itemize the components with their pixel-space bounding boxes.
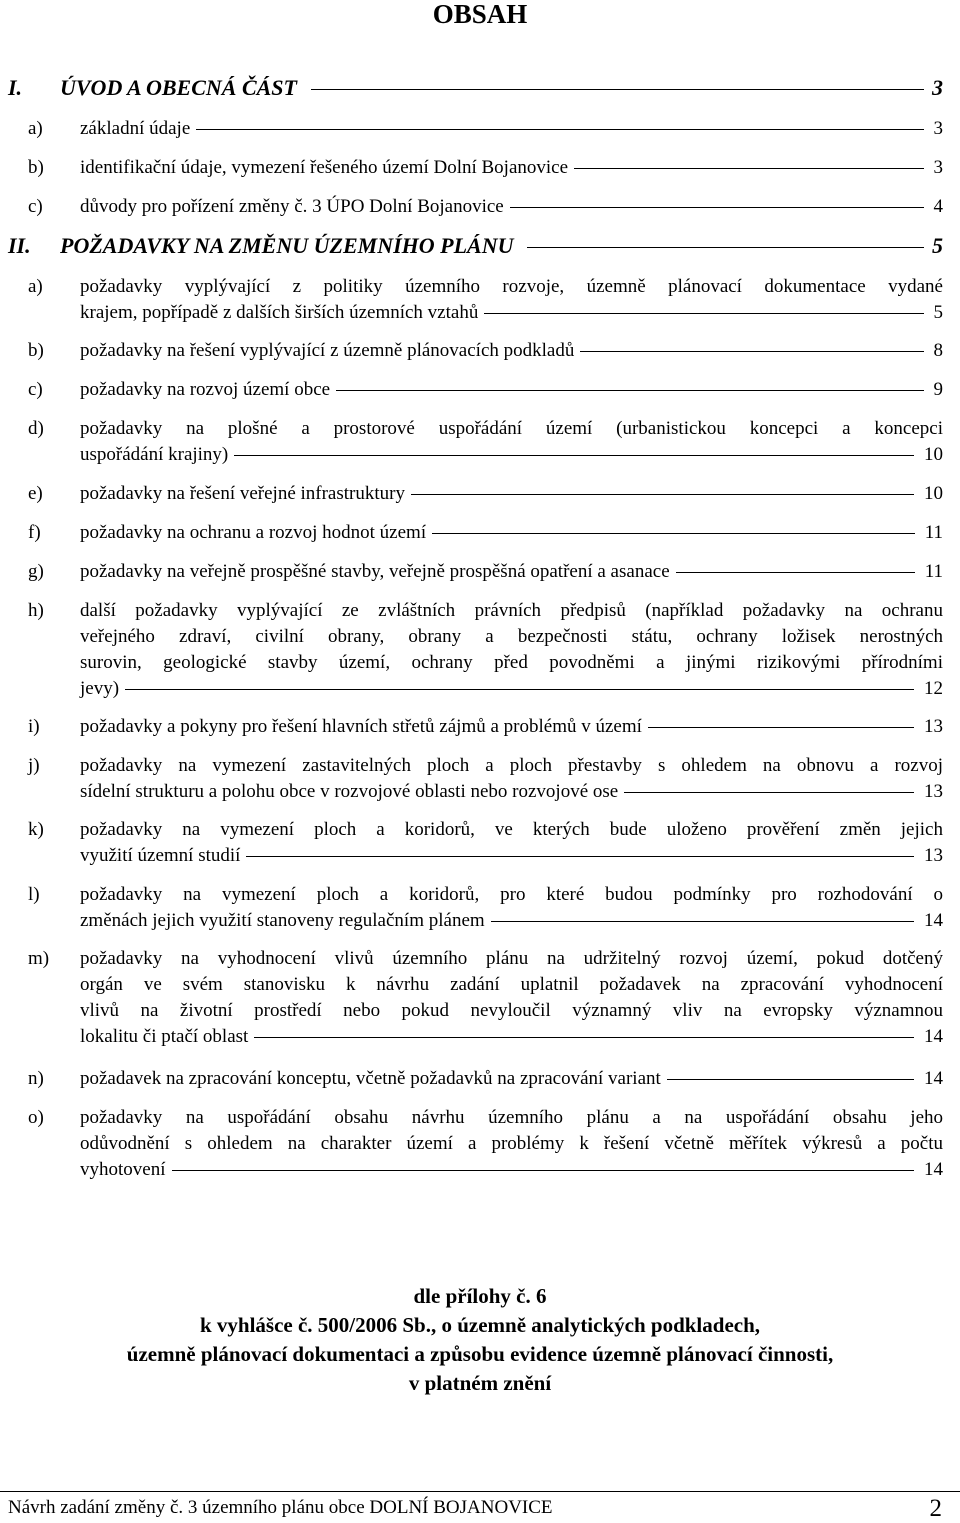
leader-line [648,727,914,728]
entry-text: lokalitu či ptačí oblast [80,1026,249,1047]
page-footer [0,1491,960,1523]
section-title: POŽADAVKY NA ZMĚNU ÚZEMNÍHO PLÁNU [60,233,514,258]
entry-label: c) [28,379,43,400]
leader-line [676,572,915,573]
leader-line [527,247,924,248]
entry-text: jevy) [80,678,120,699]
entry-text: požadavky na ochranu a rozvoj hodnot území [80,522,427,543]
entry-label: n) [28,1068,44,1089]
entry-label: f) [28,522,41,543]
leader-line [196,129,923,130]
entry-text-line: veřejného zdraví, civilní obrany, obrany a bezpečnosti státu, ochrany ložisek nerostných [80,626,943,647]
entry-text-line: vlivů na životní prostředí nebo pokud nevyloučil významný vliv na evropsky významnou [80,1000,943,1021]
entry-page: 14 [924,1026,943,1047]
entry-text: požadavky na rozvoj území obce [80,379,331,400]
entry-text-line: požadavky na vymezení ploch a koridorů, ve kterých bude uloženo prověření změn jejich [80,819,943,840]
entry-page: 13 [924,781,943,802]
leader-line [125,689,914,690]
entry-page: 12 [924,678,943,699]
entry-label: g) [28,561,44,582]
entry-page: 8 [933,340,943,361]
entry-text: základní údaje [80,118,191,139]
entry-label: d) [28,418,44,439]
note-line: k vyhlášce č. 500/2006 Sb., o územně analytických podkladech, [199,1313,761,1337]
section-page: 5 [932,233,943,258]
entry-page: 14 [924,910,943,931]
entry-label: c) [28,196,43,217]
leader-line [432,533,915,534]
entry-label: e) [28,483,43,504]
entry-text: požadavek na zpracování konceptu, včetně požadavků na zpracování variant [80,1068,661,1089]
entry-text: využití územní studií [80,845,241,866]
leader-line [574,168,923,169]
entry-text: uspořádání krajiny) [80,444,229,465]
toc-section[interactable] [8,232,943,260]
note-line: dle přílohy č. 6 [413,1284,547,1308]
section-number: II. [8,233,31,258]
entry-text-line: požadavky na uspořádání obsahu návrhu územního plánu a na uspořádání obsahu jeho [80,1107,943,1128]
entry-page: 4 [933,196,943,217]
leader-line [411,494,914,495]
entry-text: požadavky na řešení vyplývající z územně plánovacích podkladů [80,340,575,361]
entry-label: i) [28,716,40,737]
footer-page-number: 2 [929,1495,942,1522]
entry-text-line: další požadavky vyplývající ze zvláštních právních předpisů (například požadavky na ochranu [80,600,943,621]
section-number: I. [8,75,23,100]
section-title: ÚVOD A OBECNÁ ČÁST [60,75,297,100]
leader-line [667,1079,914,1080]
leader-line [311,89,924,90]
section-page: 3 [932,75,943,100]
leader-line [510,207,924,208]
entry-page: 3 [933,157,943,178]
leader-line [336,390,923,391]
entry-page: 14 [924,1068,943,1089]
leader-line [234,455,914,456]
entry-text-line: orgán ve svém stanovisku k návrhu zadání uplatnil požadavek na zpracování vyhodnocení [80,974,943,995]
entry-page: 13 [924,845,943,866]
entry-label: j) [28,755,40,776]
entry-text: změnách jejich využití stanoveny regulačním plánem [80,910,485,931]
entry-page: 11 [924,522,943,543]
note-line: územně plánovací dokumentaci a způsobu evidence územně plánovací činnosti, [126,1342,834,1366]
leader-line [484,313,923,314]
regulation-note [0,1282,960,1398]
entry-label: b) [28,340,44,361]
entry-label: k) [28,819,44,840]
leader-line [254,1037,914,1038]
entry-text: požadavky na řešení veřejné infrastruktury [80,483,405,504]
entry-label: l) [28,884,40,905]
leader-line [491,921,914,922]
leader-line [580,351,923,352]
entry-page: 3 [933,118,943,139]
entry-label: b) [28,157,44,178]
entry-text: vyhotovení [80,1159,166,1180]
entry-text-line: požadavky na vymezení zastavitelných ploch a ploch přestavby s ohledem na obnovu a rozvoj [80,755,943,776]
entry-label: m) [28,948,50,969]
entry-page: 5 [933,302,943,323]
toc-section[interactable] [8,74,943,102]
entry-text: krajem, popřípadě z dalších širších územních vztahů [80,302,479,323]
entry-text-line: odůvodnění s ohledem na charakter území a problémy k řešení včetně měřítek výkresů a počtu [80,1133,943,1154]
entry-page: 10 [924,444,943,465]
entry-label: h) [28,600,44,621]
entry-label: a) [28,118,43,139]
note-line: v platném znění [408,1371,552,1395]
entry-text-line: surovin, geologické stavby území, ochrany před povodněmi a jinými rizikovými přírodními [80,652,943,673]
entry-page: 10 [924,483,943,504]
entry-text-line: požadavky na vyhodnocení vlivů územního plánu na udržitelný rozvoj území, pokud dotčený [80,948,943,969]
entry-text-line: požadavky na vymezení ploch a koridorů, pro které budou podmínky pro rozhodování o [80,884,943,905]
entry-text: identifikační údaje, vymezení řešeného území Dolní Bojanovice [80,157,569,178]
entry-text: požadavky a pokyny pro řešení hlavních střetů zájmů a problémů v území [80,716,642,737]
entry-label: a) [28,276,43,297]
entry-text: požadavky na veřejně prospěšné stavby, veřejně prospěšná opatření a asanace [80,561,670,582]
entry-text: důvody pro pořízení změny č. 3 ÚPO Dolní Bojanovice [80,196,504,217]
entry-text-line: požadavky na plošné a prostorové uspořádání území (urbanistickou koncepci a koncepci [80,418,943,439]
leader-line [624,792,914,793]
leader-line [246,856,914,857]
page-title: OBSAH [432,0,528,29]
entry-page: 9 [933,379,943,400]
leader-line [172,1170,915,1171]
footer-text: Návrh zadání změny č. 3 územního plánu obce DOLNÍ BOJANOVICE [8,1497,553,1518]
entry-text: sídelní strukturu a polohu obce v rozvojové oblasti nebo rozvojové ose [80,781,619,802]
entry-text-line: požadavky vyplývající z politiky územního rozvoje, územně plánovací dokumentace vydané [80,276,943,297]
entry-page: 14 [924,1159,943,1180]
entry-label: o) [28,1107,44,1128]
entry-page: 13 [924,716,943,737]
entry-page: 11 [924,561,943,582]
